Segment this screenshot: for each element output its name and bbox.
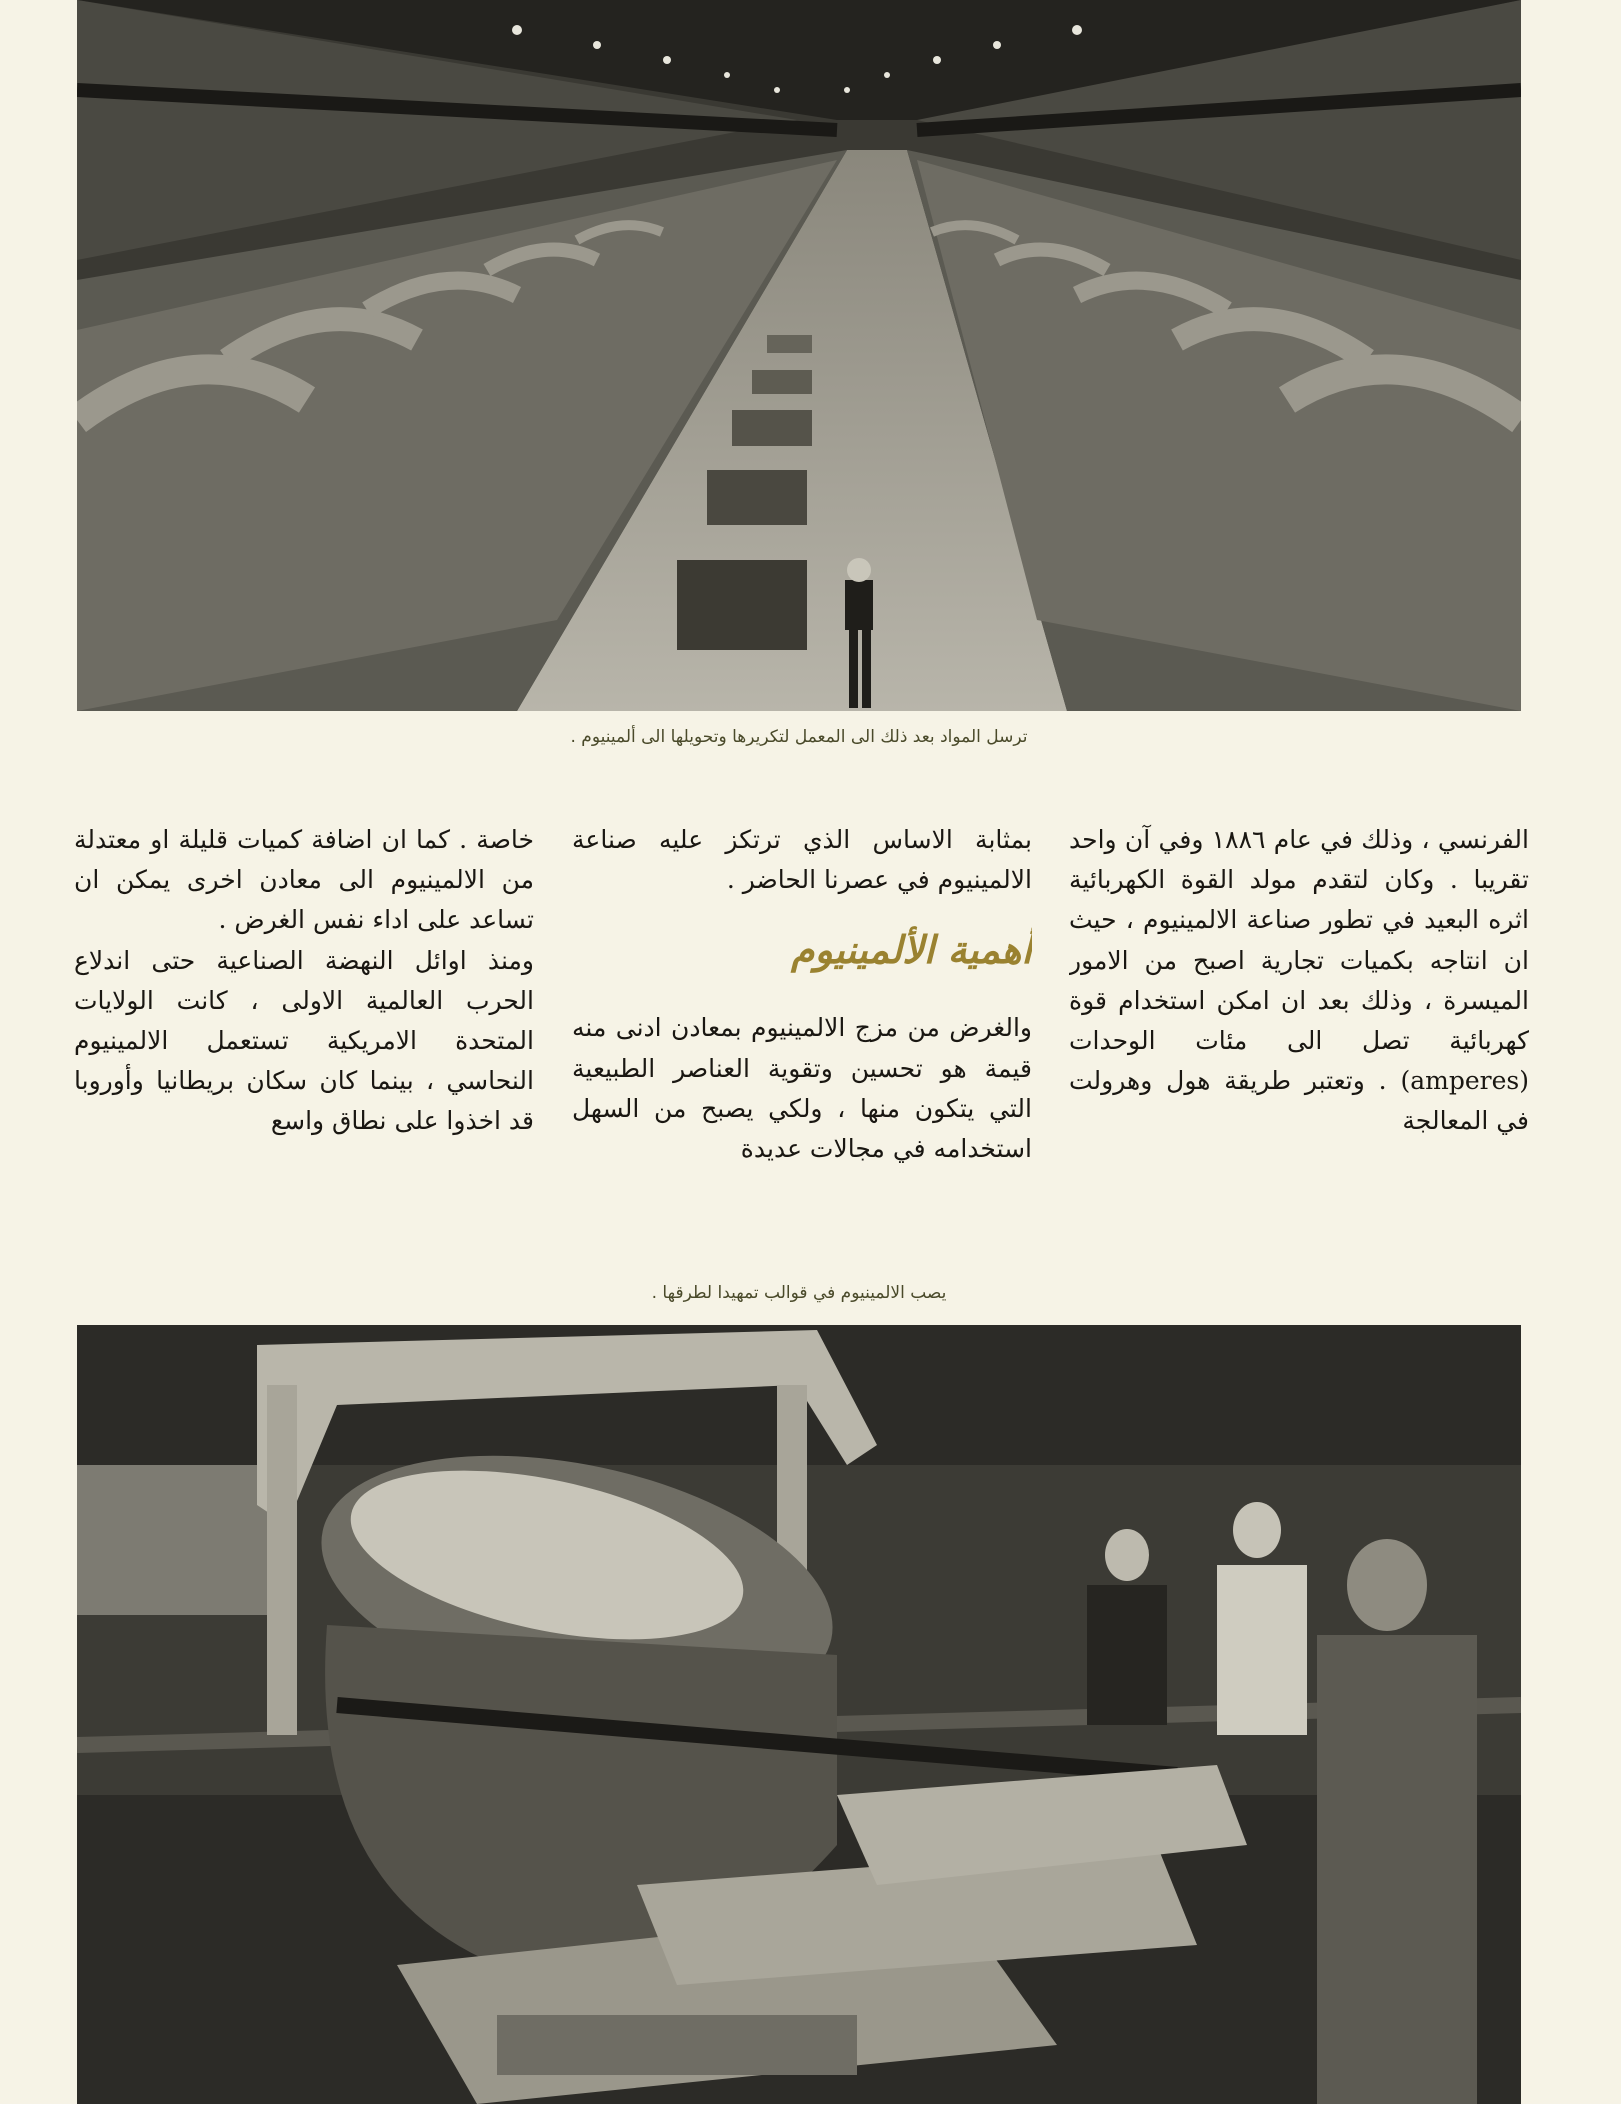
bottom-photo-caption: يصب الالمينيوم في قوالب تمهيدا لطرقها . [651, 1283, 947, 1303]
article-column-middle [572, 820, 1032, 1240]
factory-hall-photo [77, 0, 1521, 711]
paragraph: الفرنسي ، وذلك في عام ١٨٨٦ وفي آن واحد تقريبا . وكان لتقدم مولد القوة الكهربائية اثره البعيد في تطور صناعة الالمينيوم ، حيث ان انتاجه بكميات تجارية اصبح من الامور الميسرة ، وذلك بعد ان امكن استخدام قوة كهربائية تصل الى مئات الوحدات (amperes) . وتعتبر طريقة هول وهرولت في المعالجة [1069, 825, 1529, 1136]
paragraph: بمثابة الاساس الذي ترتكز عليه صناعة الالمينيوم في عصرنا الحاضر . [572, 825, 1032, 895]
pouring-aluminium-photo [77, 1325, 1521, 2104]
top-photo-caption: ترسل المواد بعد ذلك الى المعمل لتكريرها وتحويلها الى ألمينيوم . [570, 727, 1028, 747]
pouring-aluminium-illustration [77, 1325, 1521, 2104]
paragraph: خاصة . كما ان اضافة كميات قليلة او معتدلة من الالمينيوم الى معادن اخرى يمكن ان تساعد على اداء نفس الغرض . [74, 825, 534, 935]
factory-hall-illustration [77, 0, 1521, 711]
article-column-right [1069, 820, 1529, 1240]
paragraph: والغرض من مزج الالمينيوم بمعادن ادنى منه قيمة هو تحسين وتقوية العناصر الطبيعية التي يتكون منها ، ولكي يصبح من السهل استخدامه في مجالات عديدة [572, 1013, 1032, 1164]
section-heading: أهمية الألمينيوم [791, 927, 1032, 973]
paragraph: ومنذ اوائل النهضة الصناعية حتى اندلاع الحرب العالمية الاولى ، كانت الولايات المتحدة الامريكية تستعمل الالمينيوم النحاسي ، بينما كان سكان بريطانيا وأوروبا قد اخذوا على نطاق واسع [74, 945, 534, 1136]
article-column-left [74, 820, 534, 1240]
